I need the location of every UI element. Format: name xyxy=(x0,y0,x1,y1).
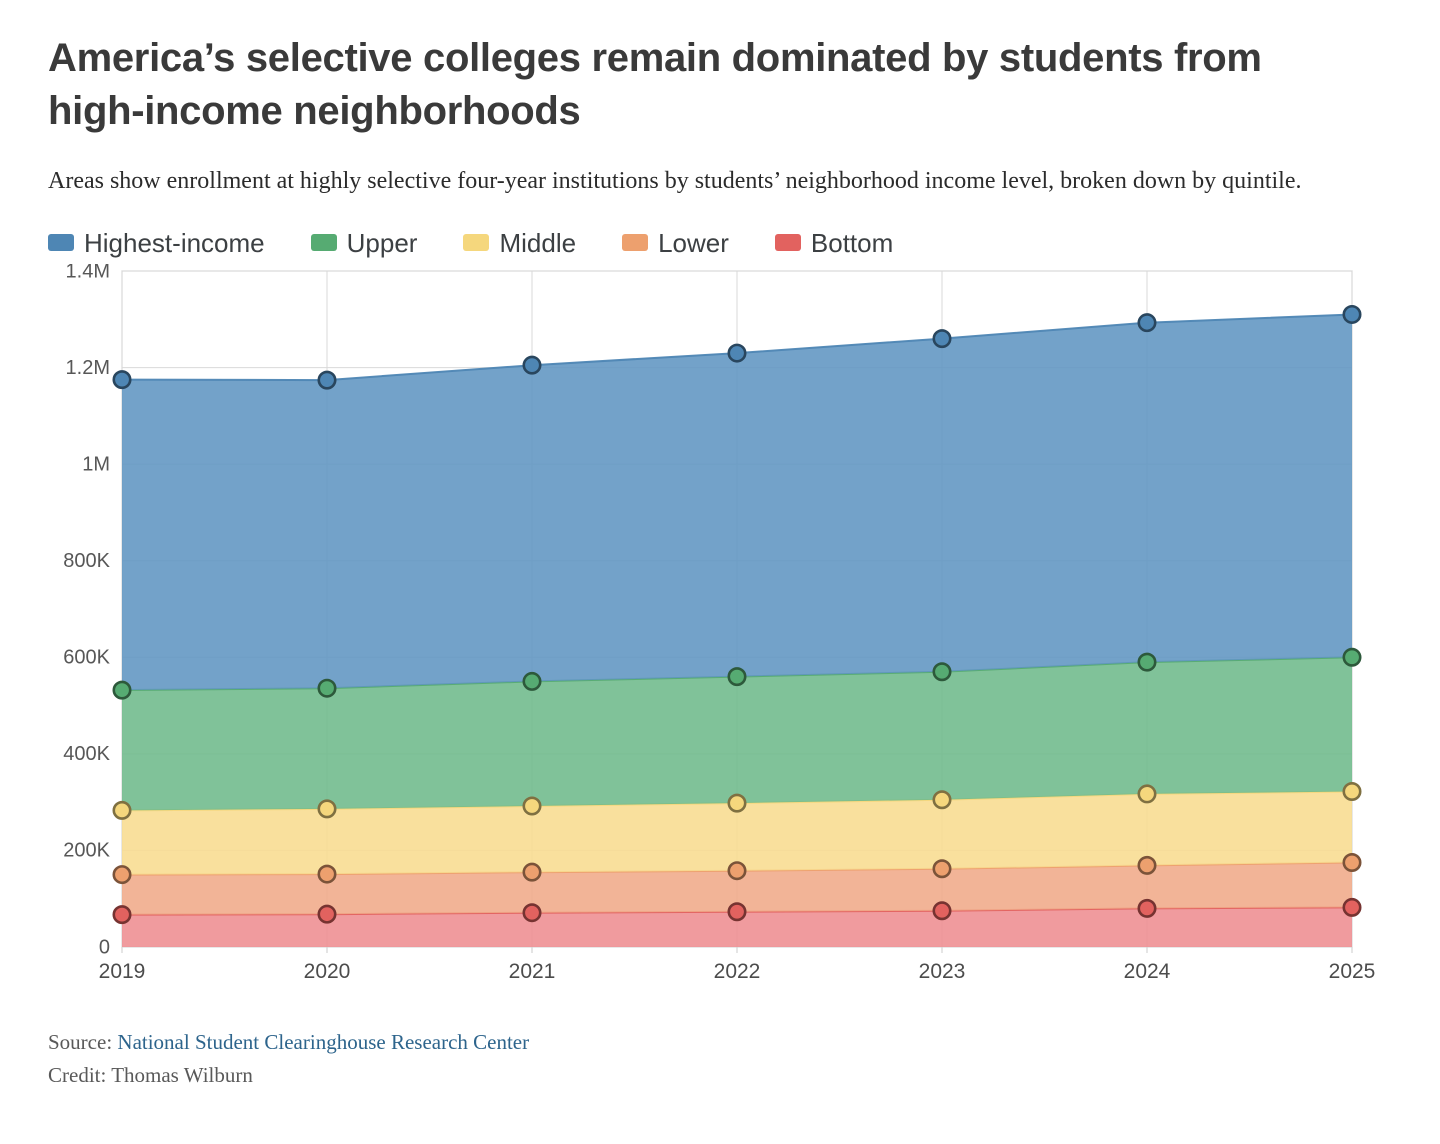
y-tick-label-1.2M: 1.2M xyxy=(65,356,110,379)
data-point-lower-2019 xyxy=(114,866,130,882)
data-point-bottom-2019 xyxy=(114,906,130,922)
credit-row: Credit: Thomas Wilburn xyxy=(48,1062,253,1087)
data-point-highest-income-2019 xyxy=(114,371,130,387)
data-point-highest-income-2022 xyxy=(729,345,745,361)
y-tick-label-400K: 400K xyxy=(63,742,110,765)
area-band-highest-income xyxy=(122,314,1352,690)
chart-subtitle: Areas show enrollment at highly selective four-year institutions by students’ neighborhood income level, broken down by quintile. xyxy=(48,167,1302,194)
data-point-bottom-2020 xyxy=(319,906,335,922)
x-tick-label-2025: 2025 xyxy=(1328,959,1376,983)
legend-item-upper xyxy=(311,227,418,258)
data-point-lower-2023 xyxy=(934,860,950,876)
source-link[interactable]: National Student Clearinghouse Research Center xyxy=(117,1029,530,1054)
data-point-upper-2019 xyxy=(114,682,130,698)
data-point-highest-income-2020 xyxy=(319,372,335,388)
x-tick-label-2022: 2022 xyxy=(713,959,761,983)
data-point-lower-2024 xyxy=(1139,857,1155,873)
data-point-upper-2022 xyxy=(729,668,745,684)
x-tick-label-2024: 2024 xyxy=(1123,959,1171,983)
data-point-middle-2022 xyxy=(729,795,745,811)
page-title: America’s selective colleges remain dominated by students from high-income neighborhoods xyxy=(48,36,1262,133)
data-point-bottom-2022 xyxy=(729,903,745,919)
x-tick-label-2021: 2021 xyxy=(508,959,556,983)
x-tick-label-2023: 2023 xyxy=(918,959,966,983)
y-tick-label-600K: 600K xyxy=(63,646,110,669)
legend-label-middle: Middle xyxy=(499,227,577,258)
data-point-lower-2025 xyxy=(1344,854,1360,870)
data-point-bottom-2021 xyxy=(524,904,540,920)
data-point-upper-2025 xyxy=(1344,649,1360,665)
chart-header xyxy=(48,32,1392,198)
chart-area xyxy=(48,264,1392,1002)
y-tick-label-1.4M: 1.4M xyxy=(65,263,110,282)
legend-item-bottom xyxy=(775,227,894,258)
source-row xyxy=(48,1026,1392,1059)
data-point-middle-2021 xyxy=(524,798,540,814)
legend-swatch-bottom xyxy=(775,234,801,251)
x-tick-label-2019: 2019 xyxy=(98,959,146,983)
data-point-highest-income-2024 xyxy=(1139,314,1155,330)
data-point-upper-2021 xyxy=(524,673,540,689)
data-point-middle-2025 xyxy=(1344,783,1360,799)
legend-item-highest-income xyxy=(48,227,265,258)
y-tick-label-200K: 200K xyxy=(63,839,110,862)
data-point-upper-2024 xyxy=(1139,654,1155,670)
legend-swatch-upper xyxy=(311,234,337,251)
data-point-middle-2019 xyxy=(114,802,130,818)
y-tick-label-1M: 1M xyxy=(82,453,110,476)
legend-swatch-lower xyxy=(622,234,648,251)
y-tick-label-0: 0 xyxy=(98,935,110,958)
data-point-middle-2020 xyxy=(319,800,335,816)
legend-item-middle xyxy=(463,227,577,258)
data-point-middle-2024 xyxy=(1139,785,1155,801)
data-point-middle-2023 xyxy=(934,791,950,807)
legend-label-bottom: Bottom xyxy=(810,227,894,258)
legend-swatch-middle xyxy=(463,234,489,251)
chart-footer xyxy=(48,1026,1392,1092)
data-point-bottom-2025 xyxy=(1344,899,1360,915)
chart-legend xyxy=(48,227,1392,258)
data-point-lower-2020 xyxy=(319,866,335,882)
data-point-bottom-2023 xyxy=(934,902,950,918)
data-point-upper-2023 xyxy=(934,663,950,679)
legend-label-upper: Upper xyxy=(346,227,418,258)
legend-swatch-highest-income xyxy=(48,234,74,251)
data-point-bottom-2024 xyxy=(1139,900,1155,916)
source-label: Source: xyxy=(48,1029,118,1054)
data-point-lower-2022 xyxy=(729,862,745,878)
legend-label-lower: Lower xyxy=(658,227,729,258)
x-tick-label-2020: 2020 xyxy=(303,959,351,983)
data-point-highest-income-2021 xyxy=(524,357,540,373)
data-point-highest-income-2023 xyxy=(934,330,950,346)
legend-label-highest-income: Highest-income xyxy=(84,227,265,258)
data-point-lower-2021 xyxy=(524,864,540,880)
enrollment-stacked-area-chart xyxy=(48,264,1392,997)
legend-item-lower xyxy=(622,227,729,258)
data-point-upper-2020 xyxy=(319,680,335,696)
data-point-highest-income-2025 xyxy=(1344,306,1360,322)
y-tick-label-800K: 800K xyxy=(63,549,110,572)
